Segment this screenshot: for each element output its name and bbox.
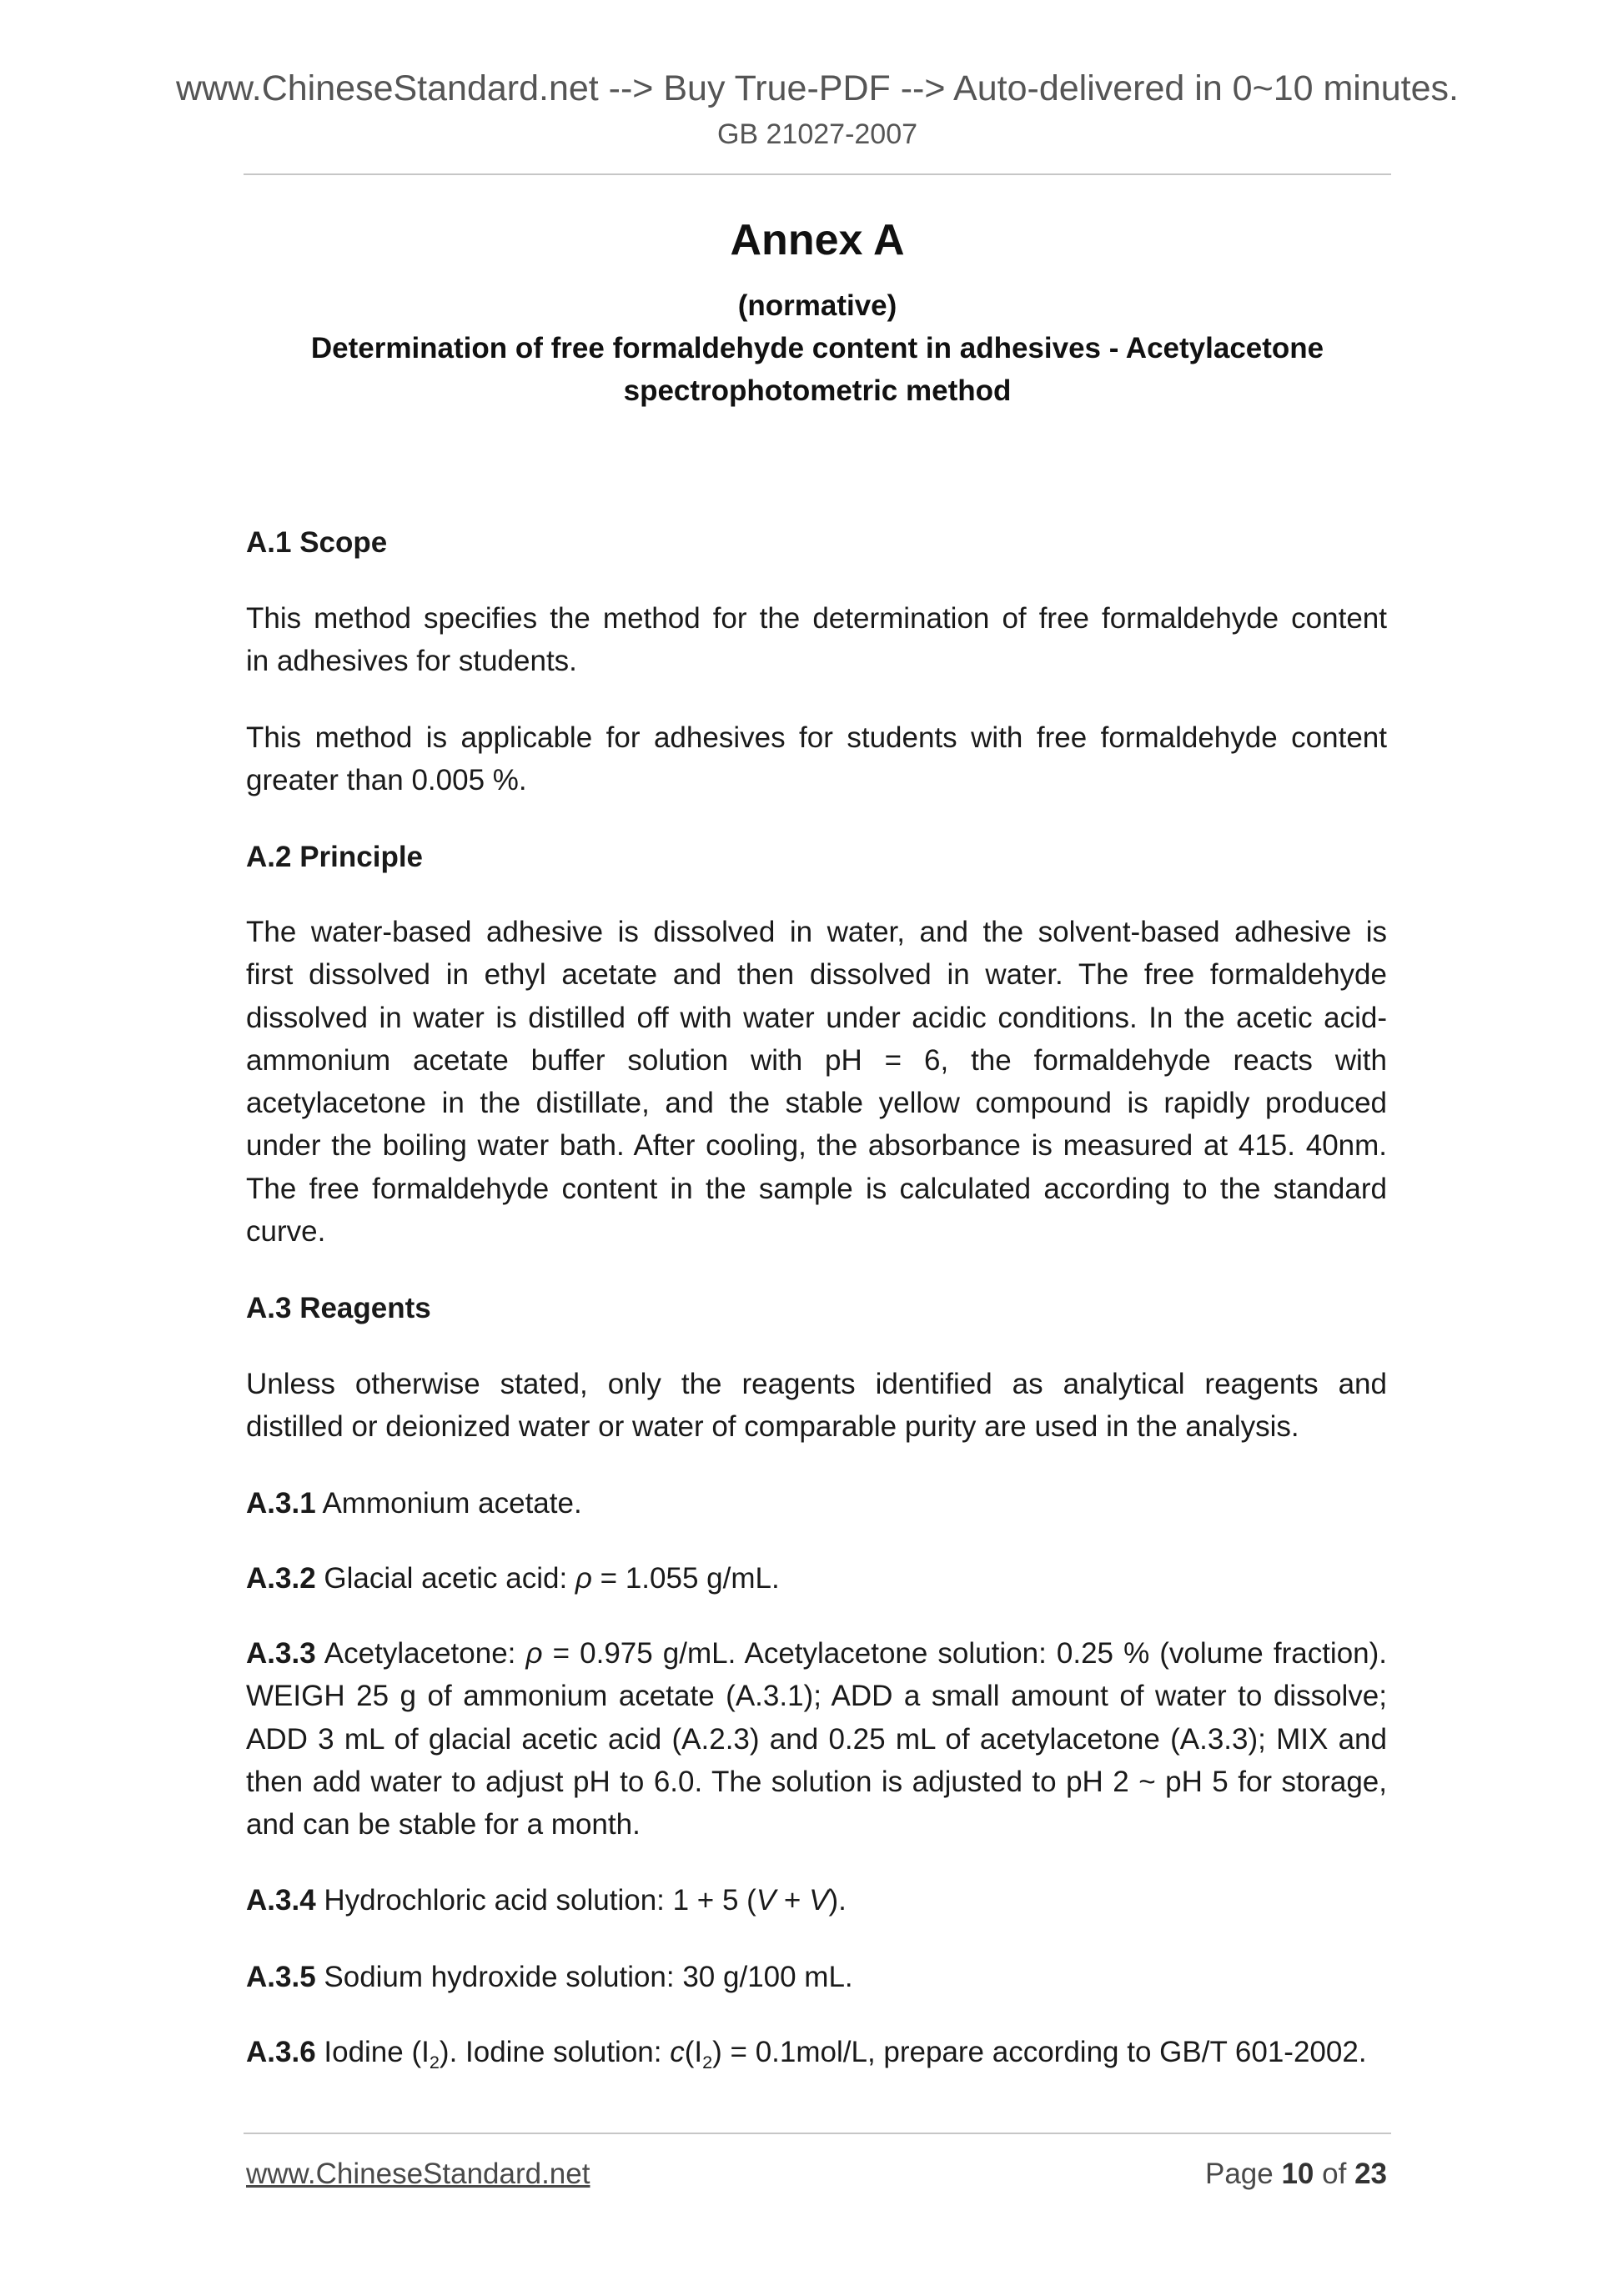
- clause-a33: [246, 1632, 1387, 1846]
- text-line: and can be stable for a month.: [246, 1808, 641, 1841]
- section-a2-heading-block: [246, 836, 1387, 878]
- clause-text: Acetylacetone:: [315, 1637, 526, 1670]
- text-line: The water-based adhesive is dissolved in water, and the solvent-based adhesive is: [246, 916, 1387, 948]
- density-symbol: ρ: [575, 1562, 592, 1595]
- clause-text: ).: [828, 1884, 847, 1917]
- clause-number: A.3.1: [246, 1487, 316, 1520]
- clause-text: Hydrochloric acid solution: 1 + 5 (: [315, 1884, 756, 1917]
- footer-site-link[interactable]: www.ChineseStandard.net: [246, 2158, 590, 2190]
- footer-divider: [244, 2133, 1391, 2134]
- text-line: distilled or deionized water or water of comparable purity are used in the analysis.: [246, 1410, 1299, 1444]
- clause-a32: [246, 1557, 1387, 1600]
- clause-text: = 1.055 g/mL.: [591, 1562, 780, 1595]
- clause-number: A.3.6: [246, 2036, 316, 2068]
- annex-subtitle-line-2: spectrophotometric method: [623, 374, 1012, 407]
- subscript: 2: [429, 2052, 440, 2072]
- clause-a36: [246, 2031, 1387, 2073]
- text-line: in adhesives for students.: [246, 645, 577, 678]
- page-indicator: [1205, 2153, 1387, 2195]
- clause-a35: [246, 1956, 1387, 1998]
- text-line: [246, 1557, 1387, 1600]
- text-line: [246, 1879, 1387, 1922]
- clause-text: = 0.975 g/mL. Acetylacetone solution: 0.25 % (volume fraction).: [542, 1637, 1387, 1670]
- clause-text: ). Iodine solution:: [439, 2036, 671, 2068]
- clause-text: Sodium hydroxide solution: 30 g/100 mL.: [315, 1961, 853, 1993]
- text-line: first dissolved in ethyl acetate and then dissolved in water. The free formaldehyde: [246, 958, 1387, 992]
- page-footer: [246, 2153, 1387, 2195]
- subscript: 2: [702, 2052, 713, 2072]
- concentration-symbol: c: [670, 2036, 685, 2068]
- text-line: under the boiling water bath. After cooling, the absorbance is measured at 415. 40nm.: [246, 1129, 1387, 1163]
- text-line: acetylacetone in the distillate, and the stable yellow compound is rapidly produced: [246, 1087, 1387, 1120]
- section-heading: A.2 Principle: [246, 841, 424, 873]
- clause-text: Ammonium acetate.: [315, 1487, 582, 1520]
- clause-a31: [246, 1482, 1387, 1525]
- clause-text: (I: [684, 2036, 703, 2068]
- clause-number: A.3.5: [246, 1961, 316, 1993]
- clause-number: A.3.4: [246, 1884, 316, 1917]
- text-line: ADD 3 mL of glacial acetic acid (A.2.3) and 0.25 mL of acetylacetone (A.3.3); MIX and: [246, 1722, 1387, 1756]
- text-line: ammonium acetate buffer solution with pH = 6, the formaldehyde reacts with: [246, 1043, 1387, 1077]
- text-line: [246, 2031, 1387, 2073]
- text-line: This method is applicable for adhesives for students with free formaldehyde content: [246, 721, 1387, 754]
- clause-number: A.3.2: [246, 1562, 316, 1595]
- text-line: Unless otherwise stated, only the reagents identified as analytical reagents and: [246, 1368, 1387, 1400]
- text-line: [246, 1482, 1387, 1525]
- header-divider: [244, 173, 1391, 175]
- reagents-intro-paragraph: [246, 1363, 1387, 1449]
- text-line: curve.: [246, 1215, 326, 1248]
- text-line: [246, 1632, 1387, 1675]
- text-line: The free formaldehyde content in the sample is calculated according to the standard: [246, 1172, 1387, 1205]
- section-heading: A.1 Scope: [246, 526, 388, 559]
- volume-symbol: V: [809, 1884, 829, 1917]
- principle-paragraph: [246, 911, 1387, 1253]
- header-banner: www.ChineseStandard.net --> Buy True-PDF --> Auto-delivered in 0~10 minutes.: [175, 68, 1459, 108]
- clause-a34: [246, 1879, 1387, 1922]
- clause-number: A.3.3: [246, 1637, 316, 1670]
- text-line: then add water to adjust pH to 6.0. The solution is adjusted to pH 2 ~ pH 5 for storage,: [246, 1765, 1387, 1798]
- clause-text: Iodine (I: [315, 2036, 430, 2068]
- annex-subtitle-line-1: Determination of free formaldehyde content in adhesives - Acetylacetone: [310, 332, 1324, 364]
- text-line: dissolved in water is distilled off with water under acidic conditions. In the acetic acid-: [246, 1001, 1387, 1034]
- page-label: Page: [1204, 2158, 1274, 2190]
- clause-text: Glacial acetic acid:: [315, 1562, 575, 1595]
- section-heading: A.3 Reagents: [246, 1292, 431, 1324]
- annex-type: (normative): [737, 289, 897, 322]
- section-a3-heading-block: [246, 1287, 1387, 1329]
- page-current: 10: [1281, 2158, 1314, 2190]
- page-total: 23: [1354, 2158, 1387, 2190]
- scope-paragraph-2: [246, 716, 1387, 802]
- density-symbol: ρ: [525, 1637, 543, 1670]
- text-line: WEIGH 25 g of ammonium acetate (A.3.1); ADD a small amount of water to dissolve;: [246, 1680, 1387, 1713]
- page-of-label: of: [1322, 2158, 1347, 2190]
- volume-symbol: V: [756, 1884, 776, 1917]
- text-line: greater than 0.005 %.: [246, 764, 527, 797]
- annex-title: Annex A: [730, 216, 905, 264]
- text-line: This method specifies the method for the determination of free formaldehyde content: [246, 602, 1387, 635]
- standard-number: GB 21027-2007: [716, 118, 918, 150]
- clause-text: +: [776, 1884, 810, 1917]
- scope-paragraph-1: [246, 597, 1387, 683]
- text-line: [246, 1956, 1387, 1998]
- section-a1-heading-block: [246, 521, 1387, 564]
- clause-text: ) = 0.1mol/L, prepare according to GB/T 601-2002.: [712, 2036, 1367, 2068]
